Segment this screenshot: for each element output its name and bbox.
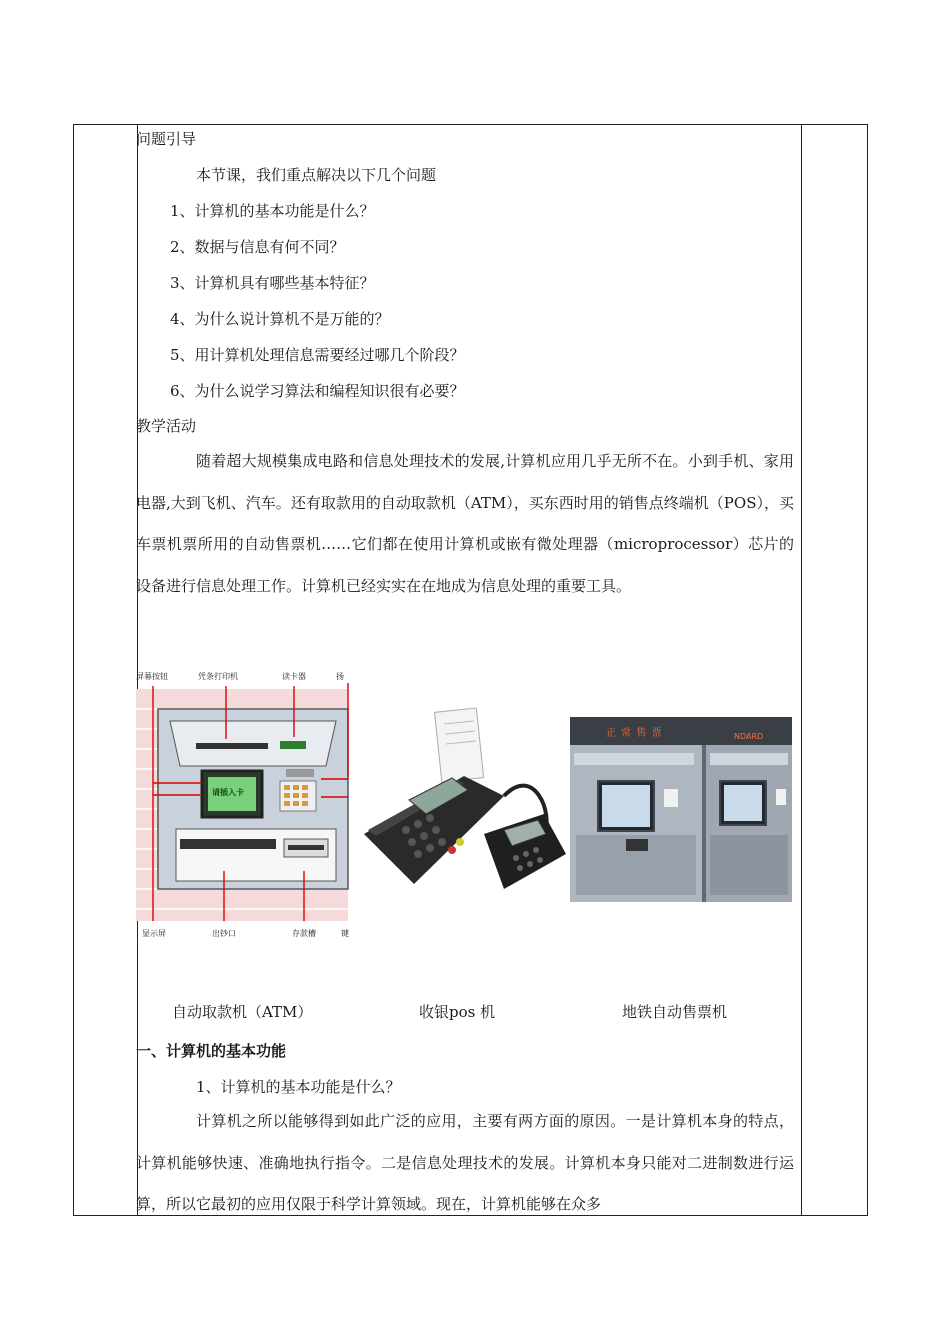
atm-screen-text: 请插入卡 [212, 788, 244, 797]
atm-label-speaker: 扬 [336, 672, 344, 681]
activity-paragraph: 随着超大规模集成电路和信息处理技术的发展,计算机应用几乎无所不在。小到手机、家用电器,大到飞机、汽车。还有取款用的自动取款机（ATM），买东西时用的销售点终端机（POS），买车票机票所用的自动售票机……它们都在使用计算机或嵌有微处理器（microprocessor）芯片的设备进行信息处理工作。计算机已经实实在在地成为信息处理的重要工具。 [136, 452, 794, 595]
atm-label-card-reader: 读卡器 [282, 672, 306, 681]
question-item: 2、数据与信息有何不同？ [170, 238, 345, 256]
section-heading-guide: 问题引导 [136, 130, 197, 148]
column-divider-right [801, 125, 802, 1215]
atm-label-keypad: 键 [341, 929, 349, 938]
subquestion-basic-functions: 1、计算机的基本功能是什么？ [196, 1078, 401, 1096]
section-heading-activity: 教学活动 [136, 417, 197, 435]
atm-diagram-image [136, 671, 351, 946]
question-item: 6、为什么说学习算法和编程知识很有必要？ [170, 382, 465, 400]
atm-label-cash-out: 出钞口 [212, 929, 236, 938]
metro-sign-text: 正 常 售 票 [606, 728, 663, 739]
metro-ticket-machine-image [570, 717, 792, 902]
atm-label-receipt-printer: 凭条打印机 [198, 672, 238, 681]
heading-basic-functions: 一、计算机的基本功能 [136, 1042, 287, 1060]
intro-sentence: 本节课，我们重点解决以下几个问题 [196, 166, 437, 184]
caption-pos: 收银pos 机 [419, 1003, 496, 1021]
pos-terminal-image [354, 704, 570, 900]
question-item: 4、为什么说计算机不是万能的？ [170, 310, 390, 328]
atm-label-screen-buttons: 屏幕按钮 [136, 672, 168, 681]
atm-label-display: 显示屏 [142, 929, 166, 938]
caption-metro: 地铁自动售票机 [622, 1003, 728, 1021]
question-item: 5、用计算机处理信息需要经过哪几个阶段？ [170, 346, 465, 364]
caption-atm: 自动取款机（ATM） [172, 1003, 313, 1021]
atm-label-deposit-slot: 存款槽 [292, 929, 316, 938]
metro-sign-right: NDARD [734, 732, 764, 741]
question-item: 3、计算机具有哪些基本特征？ [170, 274, 375, 292]
question-item: 1、计算机的基本功能是什么？ [170, 202, 375, 220]
basic-functions-paragraph: 计算机之所以能够得到如此广泛的应用，主要有两方面的原因。一是计算机本身的特点，计算机能够快速、准确地执行指令。二是信息处理技术的发展。计算机本身只能对二进制数进行运算，所以它最初的应用仅限于科学计算领域。现在，计算机能够在众多 [136, 1112, 794, 1213]
